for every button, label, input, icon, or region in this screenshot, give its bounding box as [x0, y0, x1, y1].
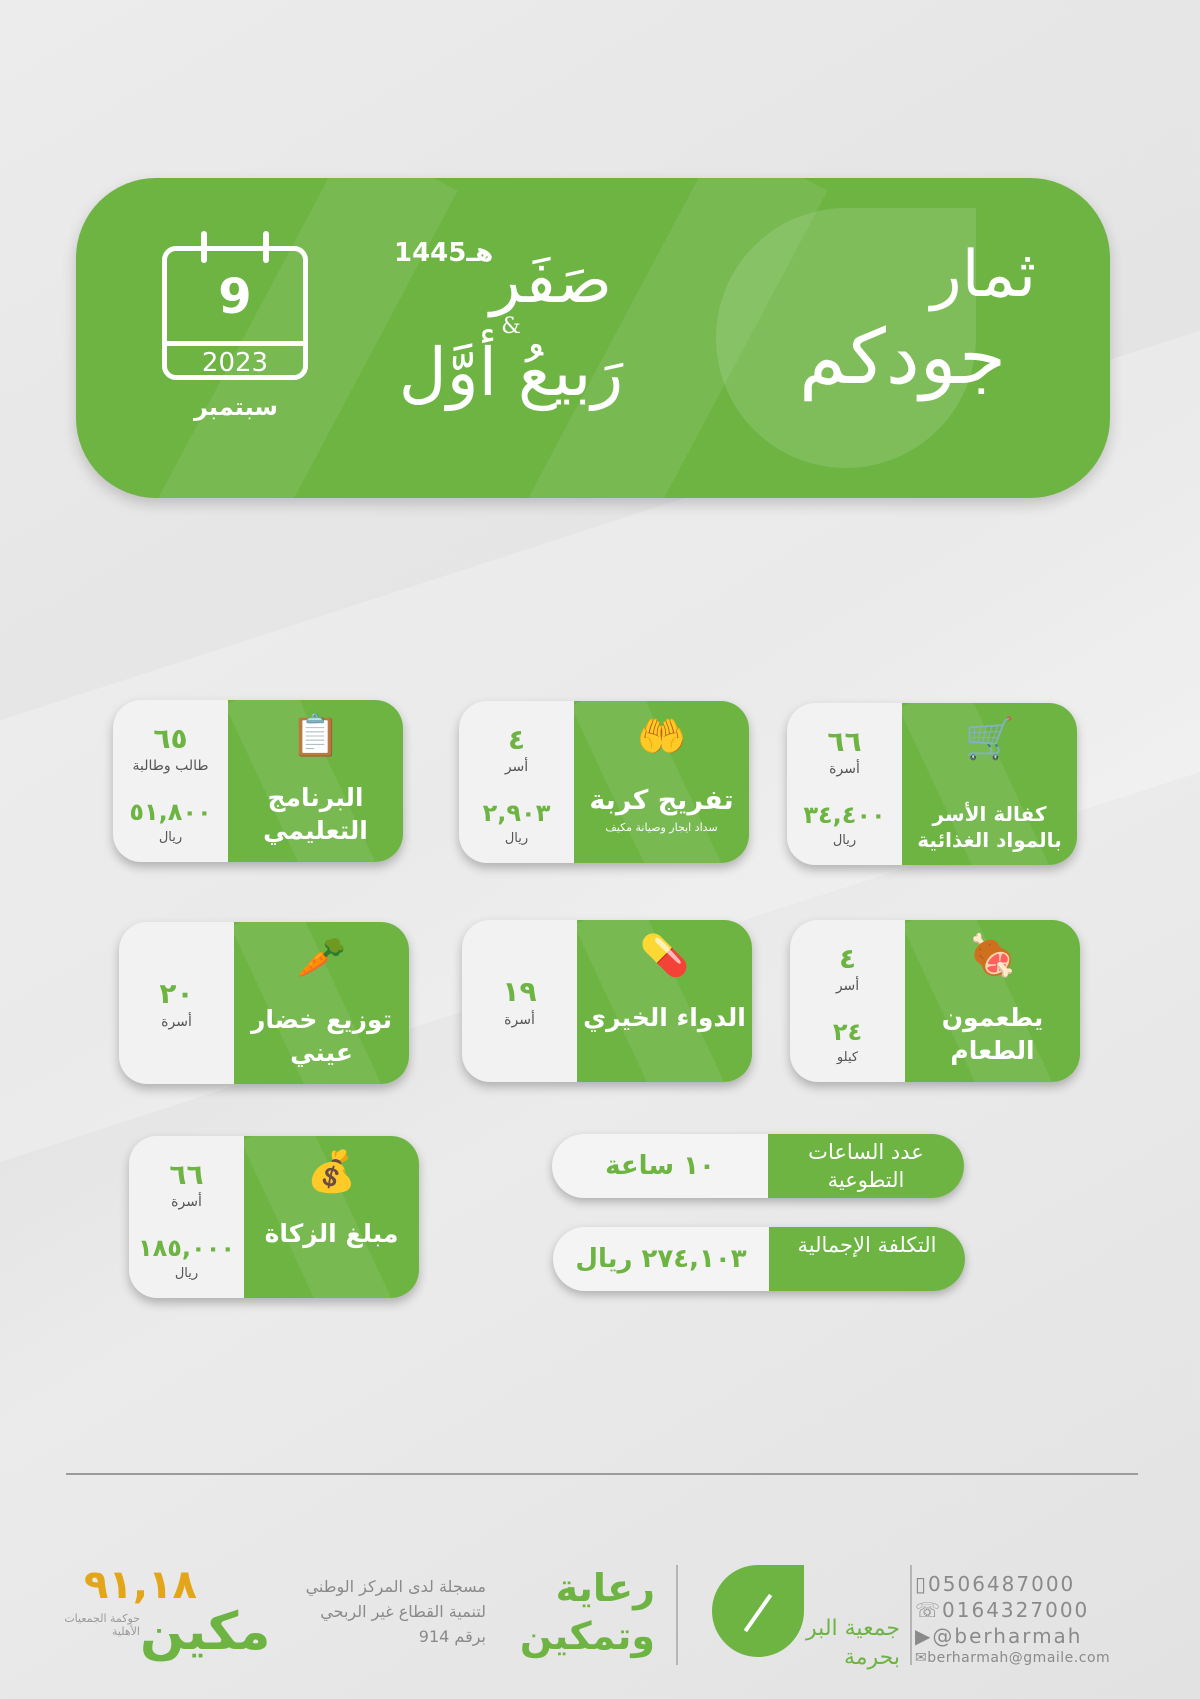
calendar-icon [162, 246, 308, 380]
motto-line2: وتمكين [519, 1613, 655, 1658]
card-vegetables [119, 922, 409, 1084]
header-banner [76, 178, 1110, 498]
amount-value: ٢,٩٠٣ [482, 799, 551, 827]
pill-value: ١٠ ساعة [605, 1151, 715, 1181]
meat-icon: 🍖 [967, 933, 1018, 979]
vegetables-icon: 🥕 [296, 935, 347, 981]
pills-icon: 💊 [639, 933, 690, 979]
students-count: ٦٥ [153, 722, 188, 755]
phone-mobile: ▯0506487000 [915, 1572, 1076, 1596]
footer-separator [910, 1565, 912, 1665]
amount-unit: ريال [504, 831, 529, 846]
org-name: جمعية البر بحرمة [806, 1616, 900, 1670]
motto [495, 1565, 655, 1660]
card-stats [787, 703, 902, 865]
card-food-support [787, 703, 1077, 865]
weight-value: ٢٤ [832, 1018, 863, 1046]
card-stats [459, 701, 574, 863]
families-count: ٢٠ [159, 977, 194, 1010]
money-bag-hand-icon: 💰 [306, 1149, 357, 1195]
card-green-panel [905, 920, 1080, 1082]
card-relief [459, 701, 749, 863]
social-handle: ▶@berharmah [915, 1624, 1083, 1648]
footer-divider [66, 1473, 1138, 1475]
card-stats [462, 920, 577, 1082]
families-unit: أسرة [171, 1194, 202, 1210]
amount-value: ٥١,٨٠٠ [129, 798, 212, 826]
amount-unit: ريال [174, 1266, 199, 1281]
card-feeding [790, 920, 1080, 1082]
card-zakat [129, 1136, 419, 1298]
families-unit: أسرة [161, 1014, 192, 1030]
families-unit: أسر [835, 978, 860, 994]
families-count: ٤ [507, 723, 526, 756]
card-green-panel [228, 700, 403, 862]
calendar-ring [201, 231, 207, 263]
month-rabi-awwal: رَبيعُ أوَّل [398, 334, 624, 412]
phone-landline: ☏0164327000 [915, 1598, 1090, 1622]
email-address: ✉berharmah@gmaile.com [915, 1650, 1111, 1666]
families-count: ٦٦ [169, 1158, 204, 1191]
footer-separator [676, 1565, 678, 1665]
month-safar: صَفَر [489, 244, 613, 318]
card-green-panel [574, 701, 749, 863]
pill-label: التكلفة الإجمالية [769, 1227, 965, 1291]
campaign-title-line2: جودكم [799, 312, 1006, 401]
pill-value: ٢٧٤,١٠٣ ريال [575, 1244, 747, 1274]
amount-unit: ريال [832, 833, 857, 848]
families-unit: أسر [504, 759, 529, 775]
families-count: ٤ [838, 942, 857, 975]
weight-unit: كيلو [836, 1050, 859, 1065]
card-education [113, 700, 403, 862]
card-green-panel [234, 922, 409, 1084]
card-stats [129, 1136, 244, 1298]
amount-unit: ريال [158, 830, 183, 845]
card-green-panel [244, 1136, 419, 1298]
governance-logo: مكين [140, 1602, 271, 1662]
calendar-divider [167, 341, 303, 346]
families-unit: أسرة [829, 761, 860, 777]
hijri-year: 1445هـ [394, 238, 494, 268]
campaign-title-line1: ثمار [930, 238, 1036, 312]
families-count: ١٩ [502, 975, 537, 1008]
card-title: يطعمون الطعام [941, 1003, 1044, 1065]
motto-line1: رعاية [555, 1566, 655, 1610]
card-title: توزيع خضار عيني [250, 1005, 393, 1067]
governance-score: ٩١,١٨ [84, 1562, 197, 1608]
calendar-day: 9 [218, 269, 252, 325]
hand-card-icon: 🤲 [636, 714, 687, 760]
card-medicine [462, 920, 752, 1082]
months-title [321, 244, 701, 412]
contact-block [915, 1571, 1125, 1667]
families-unit: أسرة [504, 1012, 535, 1028]
amount-value: ١٨٥,٠٠٠ [137, 1234, 235, 1262]
amount-value: ٣٤,٤٠٠ [803, 801, 886, 829]
campaign-title [716, 238, 1036, 401]
card-title: البرنامج التعليمي [263, 783, 368, 845]
clipboard-icon: 📋 [290, 713, 341, 759]
card-green-panel [577, 920, 752, 1082]
calendar-month: سبتمبر [193, 393, 278, 421]
total-cost-pill [553, 1227, 965, 1291]
families-count: ٦٦ [827, 725, 862, 758]
students-unit: طالب وطالبة [132, 758, 209, 774]
ampersand: & [501, 314, 521, 340]
calendar-ring [263, 231, 269, 263]
governance-caption: حوكمة الجمعيات الأهلية [64, 1612, 140, 1638]
card-title: مبلغ الزكاة [264, 1219, 399, 1248]
shopping-cart-icon: 🛒 [964, 716, 1015, 762]
card-title: تفريج كربة [589, 785, 734, 816]
registration-text: مسجلة لدى المركز الوطني لتنمية القطاع غير الربحي برقم 914 [305, 1577, 486, 1646]
calendar-year: 2023 [201, 348, 269, 378]
card-green-panel [902, 703, 1077, 865]
card-title: كفالة الأسر بالمواد الغذائية [917, 802, 1062, 852]
card-title: الدواء الخيري [583, 1003, 746, 1032]
card-subtitle: سداد ايجار وصيانة مكيف [605, 821, 718, 834]
card-stats [119, 922, 234, 1084]
pill-label: عدد الساعات التطوعية [768, 1134, 964, 1198]
card-stats [790, 920, 905, 1082]
volunteer-hours-pill [552, 1134, 964, 1198]
card-stats [113, 700, 228, 862]
